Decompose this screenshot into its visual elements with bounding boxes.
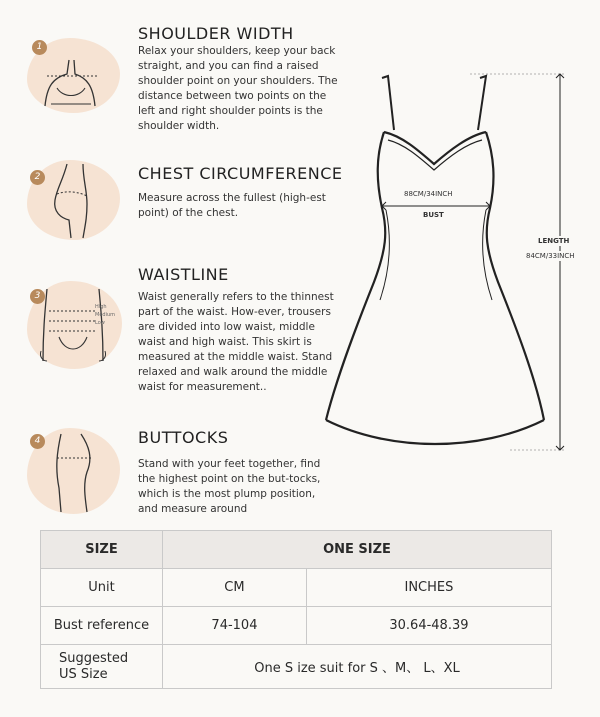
table-cell: 74-104 [163, 607, 307, 645]
row-label: Unit [41, 569, 163, 607]
table-cell: CM [163, 569, 307, 607]
table-row [41, 607, 552, 645]
size-table [40, 530, 552, 689]
table-cell: 30.64-48.39 [306, 607, 551, 645]
step-description: Waist generally refers to the thinnest part of the waist. How-ever, trousers are divided into low waist, middle waist and high waist. This skirt is measured at the middle waist. Stand relaxed and walk around the middle waist for measurement.. [138, 291, 334, 393]
waist-label-high: High [95, 304, 107, 310]
length-measurement: 84CM/33INCH [526, 252, 575, 260]
step-description: Stand with your feet together, find the highest point on the but-tocks, which is the most plump position, and measure around [138, 458, 321, 515]
step-number-badge: 1 [32, 40, 47, 55]
header-one-size: ONE SIZE [163, 531, 552, 569]
suggested-line1: Suggested [59, 650, 129, 666]
table-cell: INCHES [306, 569, 551, 607]
step-title: CHEST CIRCUMFERENCE [138, 164, 343, 183]
step-number-badge: 4 [30, 434, 45, 449]
step-number-badge: 3 [30, 289, 45, 304]
table-row [41, 645, 552, 689]
table-cell: One S ize suit for S 、M、 L、XL [163, 645, 552, 689]
step-title: SHOULDER WIDTH [138, 24, 294, 43]
step-buttocks [0, 428, 345, 518]
suggested-line2: US Size [59, 666, 108, 682]
waist-label-low: Low [95, 320, 105, 326]
step-chest-circumference [0, 160, 345, 250]
step-title: WAISTLINE [138, 265, 229, 284]
row-label [41, 645, 163, 689]
bust-label: BUST [423, 211, 444, 219]
step-shoulder-width [0, 18, 345, 148]
table-row [41, 569, 552, 607]
table-header-row [41, 531, 552, 569]
step-description: Measure across the fullest (high-est point) of the chest. [138, 192, 326, 219]
bust-measurement: 88CM/34INCH [404, 190, 453, 198]
length-label: LENGTH [538, 237, 570, 245]
step-number-badge: 2 [30, 170, 45, 185]
step-waistline [0, 265, 345, 405]
dress-diagram [310, 60, 595, 460]
step-description: Relax your shoulders, keep your back straight, and you can find a raised shoulder point on your shoulders. The distance between two points on the left and right shoulder points is the shoulder width. [138, 45, 338, 132]
header-size: SIZE [41, 531, 163, 569]
step-title: BUTTOCKS [138, 428, 229, 447]
waist-label-medium: Medium [95, 312, 115, 318]
row-label: Bust reference [41, 607, 163, 645]
